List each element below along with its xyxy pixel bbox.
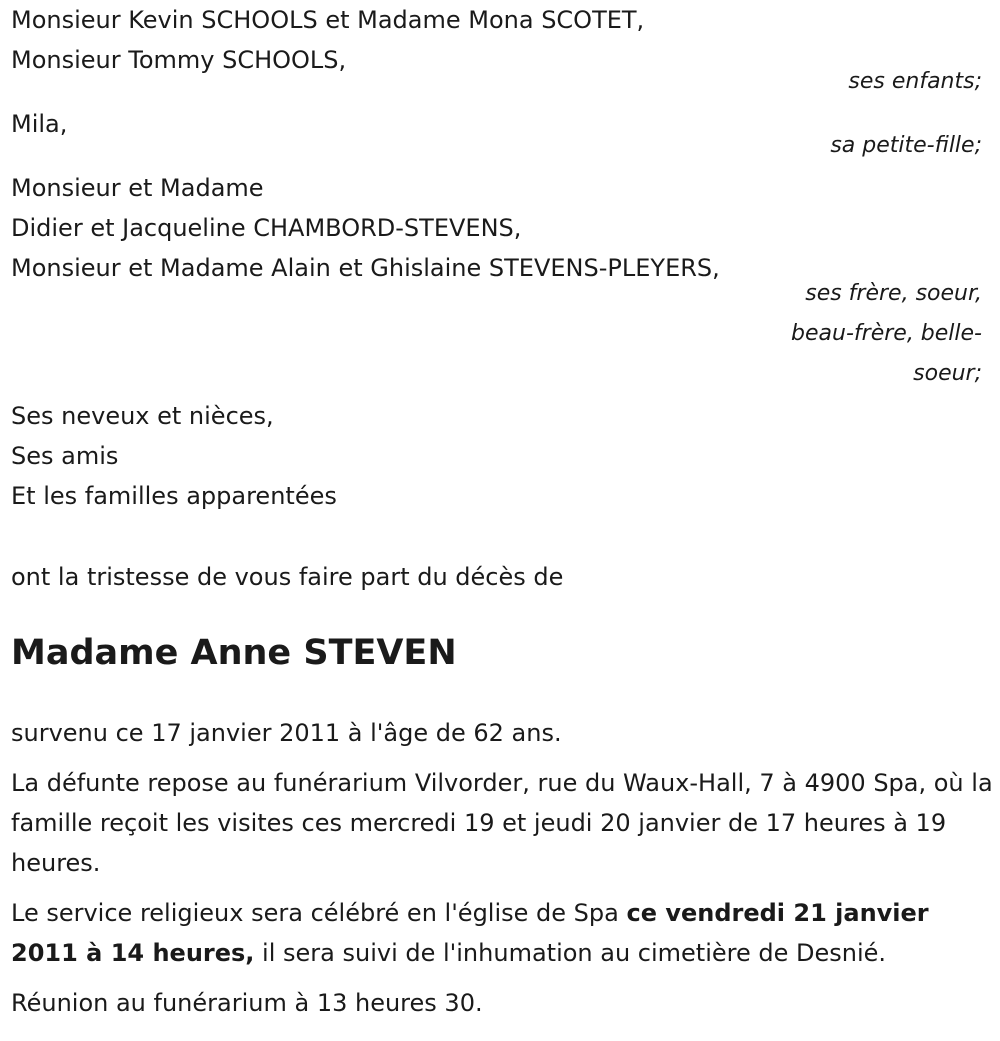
granddaughter-block (11, 104, 991, 166)
children-block (11, 0, 991, 102)
wake-info: La défunte repose au funérarium Vilvorder, rue du Waux-Hall, 7 à 4900 Spa, où la famille reçoit les visites ces mercredi 19 et jeudi 20 janvier de 17 heures à 19 heures. (11, 769, 993, 877)
sibling-line-2: Didier et Jacqueline CHAMBORD-STEVENS, (11, 214, 522, 242)
others-block (11, 396, 991, 516)
others-line-1: Ses neveux et nièces, (11, 402, 274, 430)
siblings-relation-2: beau-frère, belle- (791, 321, 982, 346)
siblings-relation-1: ses frère, soeur, (805, 281, 982, 306)
child-line-2: Monsieur Tommy SCHOOLS, (11, 46, 347, 74)
granddaughter-relation: sa petite-fille; (830, 133, 982, 158)
service-info (11, 893, 996, 973)
sibling-line-1: Monsieur et Madame (11, 174, 264, 202)
granddaughter-line: Mila, (11, 110, 68, 138)
deceased-name: Madame Anne STEVEN (11, 633, 457, 673)
others-line-2: Ses amis (11, 442, 119, 470)
child-line-1: Monsieur Kevin SCHOOLS et Madame Mona SCOTET, (11, 6, 645, 34)
sibling-line-3: Monsieur et Madame Alain et Ghislaine STEVENS-PLEYERS, (11, 254, 720, 282)
service-text-after: il sera suivi de l'inhumation au cimetière de Desnié. (254, 939, 887, 967)
children-relation: ses enfants; (848, 69, 982, 94)
siblings-block (11, 168, 991, 394)
others-line-3: Et les familles apparentées (11, 482, 337, 510)
meeting-info: Réunion au funérarium à 13 heures 30. (11, 989, 483, 1017)
service-text-before: Le service religieux sera célébré en l'église de Spa (11, 899, 627, 927)
service-date: ce vendredi 21 janvier 2011 à 14 heures, (11, 899, 929, 967)
siblings-relation-3: soeur; (913, 361, 982, 386)
announcement-text: ont la tristesse de vous faire part du décès de (11, 563, 564, 591)
obituary-notice (11, 0, 991, 1033)
death-info: survenu ce 17 janvier 2011 à l'âge de 62 ans. (11, 719, 562, 747)
